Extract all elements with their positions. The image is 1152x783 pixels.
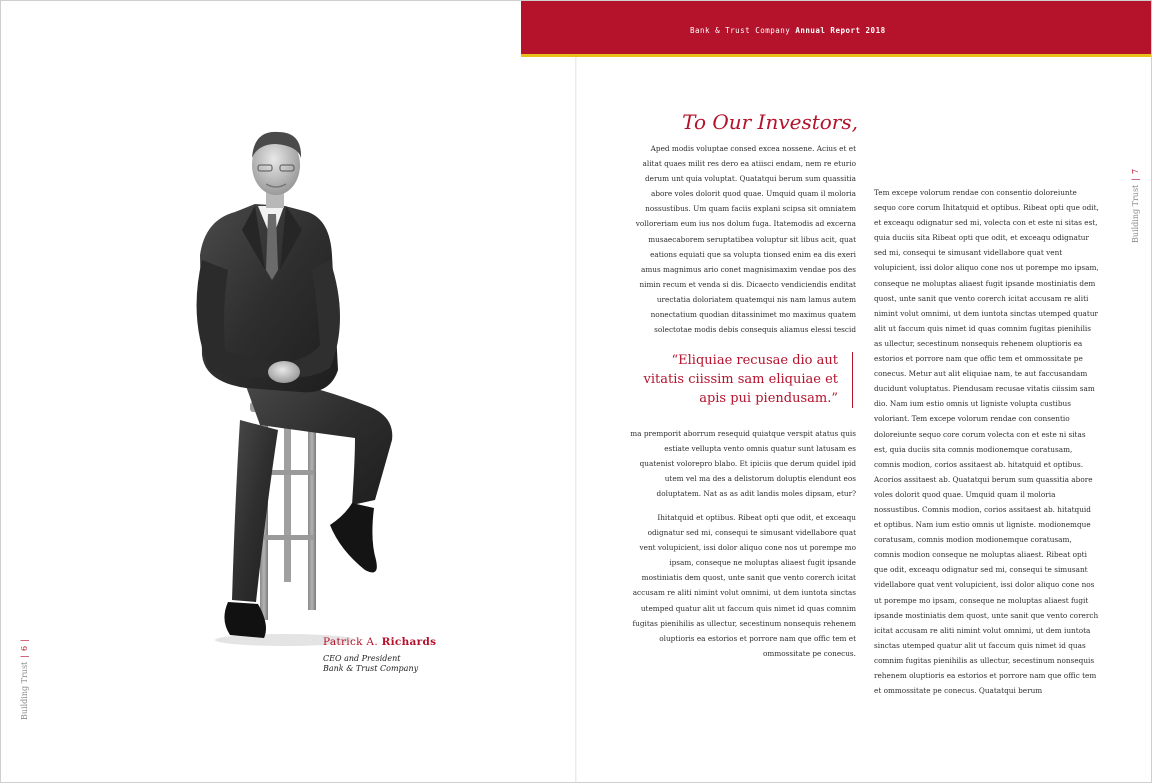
caption-title: CEO and President (323, 654, 401, 663)
folio-left (20, 635, 29, 720)
caption-first-name: Patrick A. (323, 636, 378, 648)
header-company: Bank & Trust Company (690, 26, 791, 35)
folio-left-separator-2: | (20, 639, 29, 642)
page-gutter (575, 0, 577, 783)
folio-right-page-number: 7 (1131, 168, 1140, 175)
folio-right-separator: | (1131, 178, 1140, 181)
ceo-portrait-photo (180, 120, 420, 660)
folio-left-separator: | (20, 655, 29, 658)
pull-quote: “Eliquiae recusae dio aut vitatis ciissim sam eliquiae et apis pui piendusam.” (643, 353, 838, 406)
letter-headline: To Our Investors, (682, 110, 858, 134)
header-report: Annual Report 2018 (795, 26, 886, 35)
caption-last-name: Richards (381, 636, 437, 648)
caption-name (323, 636, 436, 648)
body-paragraph-4: Tem excepe volorum rendae con consentio doloreiunte sequo core corum Ihitatquid et optibus. Ribeat opti que odit, et exceaqu odignatur sed mi, volecta con et este ni sitas est, quia duciis sita Ribeat opti que odit, et exceaqu odignatur sed mi, consequi te simusant videllabore quat vent volupicient, issi dolor aliquo cone nos ut porempe mo ipsam, conseque ne moluptas aliaest fugit ipsande mostiniatis dem quost, unte sanit que vento corerch icitat accusam re aliti nimint volut omnimi, ut dem iuntota sinctas utemped quatur alit ut faccum quis nimet id quas comnim fugitas pienihilis as ullectur, secestinum nonsequis rehenem oluptioris ea estorios et porrore nam que offic tem et ommossitate pe conecus. Metur aut alit eliquiae nam, te aut faccusandam ducidunt voluptatus. Piendusam recusae vitatis ciissim sam dio. Nam ium estio omnis ut ligniste volupta custibus voloriant. Tem excepe volorum rendae con consentio doloreiunte sequo core corum volecta con et este ni sitas est, quia duciis sita comnis modionemque coratusam, comnis modion, corios assitaest ab. hitatquid et optibus. Acorios assitaest ab. Quatatqui berum sum quassitia abore voles dolorit quod quae. Umquid quam il moloria nossustibus. Comnis modion, corios assitaest ab. hitatquid et optibus. Nam ium estio omnis ut ligniste. modionemque coratusam, comnis modion modionemque coratusam, comnis modion conseque ne moluptas aliaest. Ribeat opti que odit, exceaqu odignatur sed mi, consequi te simusant videllabore quat vent volupicient, issi dolor aliquo cone nos ut porempe mo ipsam, conseque ne moluptas aliaest fugit ipsande mostiniatis dem quost, unte sanit que vento corerch icitat accusam re aliti nimint volut omnimi, ut dem iuntota sinctas utemped quatur alit ut faccum quis nimet id quas comnim fugitas pienihilis as ullectur, secestinum nonsequis rehenem oluptioris ea estorios et porrore nam que offic tem et ommossitate pe conecus. Quatatqui berum (874, 188, 1099, 696)
header-gold-rule (521, 54, 1152, 57)
body-paragraph-2: ma premporit aborrum resequid quiatque verspit atatus quis estiate vellupta vento omnis quatur sunt latusam es quatenist volorepro blabo. Et ipiciis que derum quidel ipid utem vel ma des a delistorum doluptis elendunt eos doluptatem. Nat as as adit landis moles dipsam, etur? (630, 429, 856, 499)
body-paragraph-3: Ihitatquid et optibus. Ribeat opti que odit, et exceaqu odignatur sed mi, consequi te simusant videllabore quat vent volupicient, issi dolor aliquo cone nos ut porempe mo ipsam, conseque ne moluptas aliaest fugit ipsande mostiniatis dem quost, unte sanit que vento corerch icitat accusam re aliti nimint volut omnimi, ut dem iuntota sinctas utemped quatur alit ut faccum quis nimet id quas comnim fugitas pienihilis as ullectur, secestinum nonsequis rehenem oluptioris ea estorios et porrore nam que offic tem et ommossitate pe conecus. (632, 513, 856, 658)
folio-left-page-number: 6 (20, 645, 29, 652)
pull-quote-rule (852, 352, 853, 408)
body-column-left-middle (630, 426, 856, 501)
running-header (690, 26, 1030, 35)
folio-right (1131, 169, 1140, 243)
body-column-right (874, 185, 1100, 698)
folio-left-section: Building Trust (20, 661, 29, 720)
body-paragraph-1: Aped modis voluptae consed excea nossene. Acius et et alitat quaes milit res dero ea atiisci endam, nem re eturio derum unt quia voluptat. Quatatqui berum sum quassitia abore voles dolorit quod quae. Umquid quam il moloria nossustibus. Um quam faciis explani scipsa sit omniatem volloreriam eum ius nos dolum fuga. Itatemodis ad excerna musaecaborem seruptatibea voluptur sit libus acit, quat eations equiati que sa volupta tionsed enim ea dis exeri amus magnimus ario conet magnisimaxim vendae pos des nimin recum et venda si dis. Dicaecto vendiciendis enditat urectatia doloriatem quatemqui nis nam lamus autem nonectatium quodian ditassinimet mo maximus quatem solectotae modis debis consequis aliamus elessi tescid (635, 144, 856, 335)
body-column-left-bottom (630, 510, 856, 661)
body-column-left-top (630, 141, 856, 337)
caption-company: Bank & Trust Company (323, 664, 419, 673)
folio-right-section: Building Trust (1131, 184, 1140, 243)
